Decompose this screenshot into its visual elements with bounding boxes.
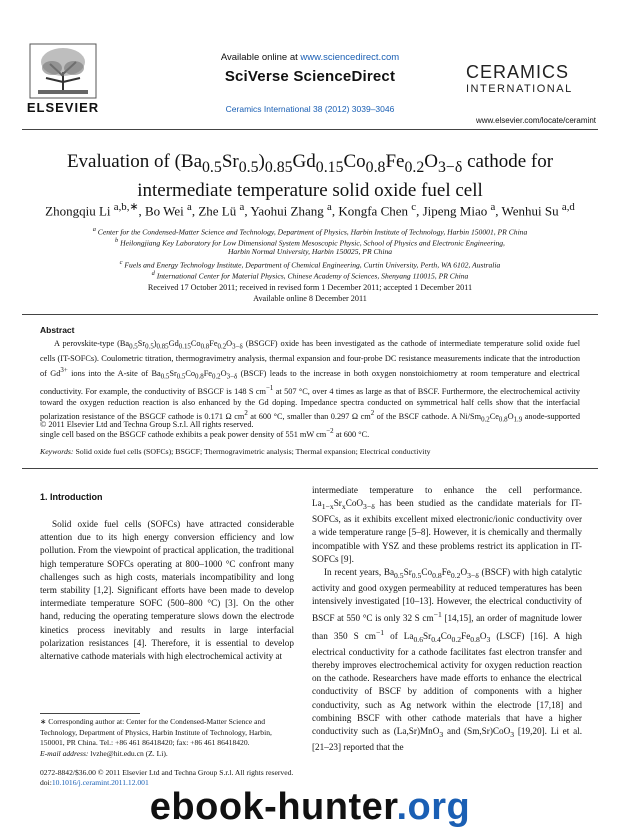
affiliation-a: $^a$ Center for the Condensed-Matter Science and Technology, Department of Physics, Harbin Institute of Technology, Harbin 150001, PR China <box>92 226 528 237</box>
journal-url[interactable]: www.elsevier.com/locate/ceramint <box>475 116 596 125</box>
author-list: Zhongqiu Li $^{a,b,∗}$, Bo Wei $^a$, Zhe Lü $^a$, Yaohui Zhang $^a$, Kongfa Chen $^c$, Jipeng Miao $^a$, Wenhui Su $^{a,d}$ <box>45 201 575 219</box>
header-divider <box>22 129 598 130</box>
doi-link[interactable]: 10.1016/j.ceramint.2011.12.001 <box>51 778 149 787</box>
affiliation-d: $^d$ International Center for Material Physics, Chinese Academy of Sciences, Shenyang 110015, PR China <box>151 270 469 281</box>
watermark-main: ebook-hunter <box>149 786 397 828</box>
abstract-copyright: © 2011 Elsevier Ltd and Techna Group S.r.l. All rights reserved. <box>40 420 254 429</box>
footnote-rule <box>40 713 140 714</box>
abstract-divider <box>22 314 598 315</box>
affiliation-c: $^c$ Fuels and Energy Technology Institute, Department of Chemical Engineering, Curtin University, Perth, WA 6102, Australia <box>119 259 501 270</box>
article-title: Evaluation of $(Ba_{0.5}Sr_{0.5})_{0.85}Gd_{0.15}Co_{0.8}Fe_{0.2}O_{3-\delta}$ cathode for intermediate temperature solid oxide fuel cell <box>66 151 554 201</box>
keywords-list: Solid oxide fuel cells (SOFCs); BSGCF; Thermogravimetric analysis; Thermal expansion; Electrical conductivity <box>75 447 431 456</box>
watermark-tld: .org <box>396 786 471 828</box>
doi-prefix: doi: <box>40 778 52 787</box>
issn-line: 0272-8842/$36.00 © 2011 Elsevier Ltd and Techna Group S.r.l. All rights reserved. <box>40 768 294 777</box>
affiliation-b-cont: Harbin Normal University, Harbin 150025, PR China <box>227 247 393 256</box>
publisher-logo-text: ELSEVIER <box>26 100 100 115</box>
footnote-text: ∗ Corresponding author at: Center for the Condensed-Matter Science and Technology, Department of Physics, Harbin Institute of Technology, Harbin, 150001, PR China. Tel.: +86 461 86418420; fax: +86 461 86418420. <box>40 717 272 747</box>
intro-right-column <box>312 484 582 754</box>
affiliation-b: $^b$ Heilongjiang Key Laboratory for Low Dimensional System Mesoscopic Physic, School of Physics and Electronic Engineering, <box>115 237 505 248</box>
watermark <box>0 786 620 829</box>
intro-paragraph-2: intermediate temperature to enhance the cell performance. $La_{1-x}Sr_xCoO_{3-\delta}$ has been studied as the candidate materials for IT-SOFCs, as it exhibits excellent mixed electronic/ionic conductivity over a wide temperature range [5–8]. However, it is chemically and thermally incompatible with YSZ and these problems restrict its application in IT-SOFCs [9]. <box>312 485 582 564</box>
issn-block <box>40 768 293 788</box>
sciencedirect-link[interactable]: www.sciencedirect.com <box>300 52 400 63</box>
email-address[interactable]: lvzhe@hit.edu.cn (Z. Li). <box>90 748 168 758</box>
journal-citation[interactable]: Ceramics International 38 (2012) 3039–3046 <box>225 104 395 114</box>
section-heading: 1. Introduction <box>40 492 103 502</box>
journal-logo-line2: INTERNATIONAL <box>466 83 573 95</box>
abstract-heading: Abstract <box>40 325 75 335</box>
corresponding-author-footnote <box>40 717 298 759</box>
intro-left-column <box>40 518 294 663</box>
email-label: E-mail address: <box>40 748 89 758</box>
body-divider <box>22 468 598 469</box>
abstract-text: A perovskite-type $(Ba_{0.5}Sr_{0.5})_{0.85}Gd_{0.15}Co_{0.8}Fe_{0.2}O_{3-\delta}$ (BSGCF) oxide has been investigated as the cathode of intermediate temperature solid oxide fuel cells (IT-SOFCs). Coulometric titration, thermogravimetry analysis, thermal expansion and four-probe DC resistance measurements indicate that the introduction of $Gd^{3+}$ ions into the A-site of $Ba_{0.5}Sr_{0.5}Co_{0.8}Fe_{0.2}O_{3-\delta}$ (BSCF) leads to the increase in both oxygen nonstoichiometry at room temperature and electrical conductivity. For example, the conductivity of BSGCF is 148 S $cm^{-1}$ at 507 °C, over 4 times as large as that of BSCF. Furthermore, the electrochemical activity toward the oxygen reduction reaction is also enhanced by the Gd doping. Impedance spectra conducted on symmetrical half cells show that the interfacial polarization resistance of the BSGCF cathode is 0.171 Ω $cm^2$ at 600 °C, smaller than 0.297 Ω $cm^2$ of the BSCF cathode. A $Ni/Sm_{0.2}Ce_{0.8}O_{1.9}$ anode-supported single cell based on the BSGCF cathode exhibits a peak power density of 551 mW $cm^{-2}$ at 600 °C. <box>40 339 580 440</box>
platform-logo: SciVerse ScienceDirect <box>224 68 396 85</box>
intro-paragraph-3: In recent years, $Ba_{0.5}Sr_{0.5}Co_{0.8}Fe_{0.2}O_{3-\delta}$ (BSCF) with high catalytic activity and good oxygen permeability at reduced temperatures has been intensively investigated [10–13]. However, the electrical conductivity of BSCF at 550 °C is only 32 S $cm^{-1}$ [14,15], an order of magnitude lower than 350 S $cm^{-1}$ of $La_{0.6}Sr_{0.4}Co_{0.2}Fe_{0.8}O_3$ (LSCF) [16]. A high electrical conductivity for a cathode facilitates fast electron transfer and thereby improves electrochemical activity for oxygen reduction reaction on the cathode. Researchers have made efforts to enhance the electrical conductivity of BSCF by addition of components with a higher conductivity, such as Ag network within the electrode [17,18] and combining BSCF with other cathode materials that have a higher conductivity such as (La,Sr)MnO$_3$ and (Sm,Sr)CoO$_3$ [19,20]. Li et al. [21–23] reported that the <box>312 567 582 753</box>
received-dates: Received 17 October 2011; received in revised form 1 December 2011; accepted 1 December 2011 <box>147 283 473 292</box>
available-prefix: Available online at <box>220 52 301 63</box>
keywords-label: Keywords: <box>40 447 74 456</box>
intro-paragraph-1: Solid oxide fuel cells (SOFCs) have attracted considerable attention due to its high energy conversion efficiency and low pollution. From the viewpoint of practical application, the traditional high temperature SOFCs operating at 800–1000 °C confront many challenges such as high costs, materials incompatibility and long term stability [1,2]. Significant efforts have been made to develop intermediate temperature SOFC (500–800 °C) [3]. On the other hand, reducing the operating temperature slows down the electrode kinetics process inevitably and results in large interfacial polarization resistances [4]. Therefore, it is essential to develop alternative cathode materials with high electrochemical activity at <box>40 519 294 662</box>
journal-logo-line1: CERAMICS <box>466 62 570 82</box>
online-date: Available online 8 December 2011 <box>253 294 367 303</box>
keywords <box>40 447 580 456</box>
